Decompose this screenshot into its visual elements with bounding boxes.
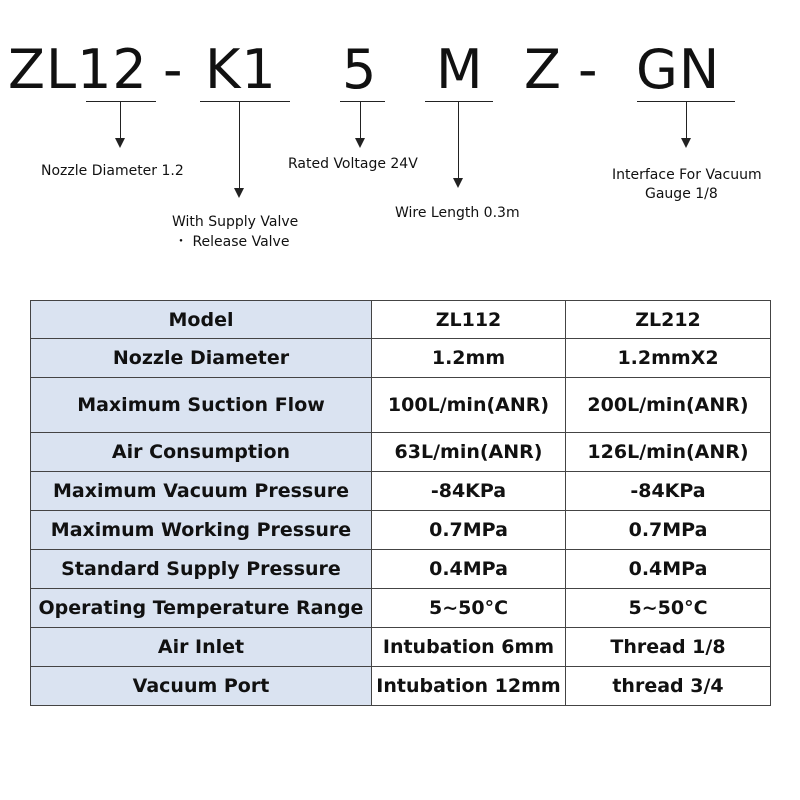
- row-label: Standard Supply Pressure: [31, 550, 372, 589]
- arrow-wire-line: [458, 102, 459, 180]
- cell-zl212: 0.4MPa: [566, 550, 771, 589]
- label-gauge-1: Interface For Vacuum: [612, 167, 762, 183]
- underline-nozzle: [86, 101, 156, 102]
- row-label: Vacuum Port: [31, 667, 372, 706]
- arrow-valve-line: [239, 102, 240, 190]
- code-z: Z: [524, 38, 562, 101]
- row-label: Air Inlet: [31, 628, 372, 667]
- cell-zl112: 5~50°C: [372, 589, 566, 628]
- arrow-valve-head: [234, 188, 244, 198]
- code-dash-2: -: [578, 38, 599, 101]
- header-model: Model: [31, 301, 372, 339]
- cell-zl212: Thread 1/8: [566, 628, 771, 667]
- cell-zl212: 200L/min(ANR): [566, 378, 771, 433]
- code-series: ZL12: [8, 38, 148, 101]
- cell-zl112: Intubation 12mm: [372, 667, 566, 706]
- arrow-voltage-head: [355, 138, 365, 148]
- cell-zl212: 5~50°C: [566, 589, 771, 628]
- cell-zl112: 63L/min(ANR): [372, 433, 566, 472]
- label-valve-1: With Supply Valve: [172, 214, 299, 230]
- cell-zl112: -84KPa: [372, 472, 566, 511]
- code-wire: M: [436, 38, 484, 101]
- underline-wire: [425, 101, 493, 102]
- table-row: [31, 550, 771, 589]
- table-row: [31, 628, 771, 667]
- table-header-row: [31, 301, 771, 339]
- underline-valve: [200, 101, 290, 102]
- cell-zl212: 126L/min(ANR): [566, 433, 771, 472]
- spec-table: [30, 300, 771, 706]
- cell-zl112: 100L/min(ANR): [372, 378, 566, 433]
- table-row: [31, 433, 771, 472]
- cell-zl112: 0.4MPa: [372, 550, 566, 589]
- arrow-nozzle-line: [120, 102, 121, 140]
- code-voltage: 5: [342, 38, 378, 101]
- table-row: [31, 339, 771, 378]
- cell-zl212: -84KPa: [566, 472, 771, 511]
- row-label: Maximum Suction Flow: [31, 378, 372, 433]
- label-voltage: Rated Voltage 24V: [288, 156, 418, 172]
- code-dash-1: -: [163, 38, 184, 101]
- row-label: Nozzle Diameter: [31, 339, 372, 378]
- label-wire: Wire Length 0.3m: [395, 205, 520, 221]
- cell-zl212: 0.7MPa: [566, 511, 771, 550]
- code-valve: K1: [205, 38, 277, 101]
- table-row: [31, 378, 771, 433]
- row-label: Maximum Working Pressure: [31, 511, 372, 550]
- code-gauge: GN: [636, 38, 721, 101]
- label-nozzle: Nozzle Diameter 1.2: [41, 163, 184, 179]
- row-label: Maximum Vacuum Pressure: [31, 472, 372, 511]
- header-zl112: ZL112: [372, 301, 566, 339]
- table-row: [31, 589, 771, 628]
- table-row: [31, 472, 771, 511]
- arrow-nozzle-head: [115, 138, 125, 148]
- row-label: Air Consumption: [31, 433, 372, 472]
- underline-voltage: [340, 101, 385, 102]
- row-label: Operating Temperature Range: [31, 589, 372, 628]
- table-row: [31, 511, 771, 550]
- table-row: [31, 667, 771, 706]
- arrow-gauge-head: [681, 138, 691, 148]
- cell-zl112: 0.7MPa: [372, 511, 566, 550]
- cell-zl112: 1.2mm: [372, 339, 566, 378]
- header-zl212: ZL212: [566, 301, 771, 339]
- cell-zl112: Intubation 6mm: [372, 628, 566, 667]
- label-gauge-2: Gauge 1/8: [645, 186, 718, 202]
- arrow-voltage-line: [360, 102, 361, 140]
- label-valve-2: ・ Release Valve: [174, 234, 290, 250]
- cell-zl212: 1.2mmX2: [566, 339, 771, 378]
- arrow-gauge-line: [686, 102, 687, 140]
- arrow-wire-head: [453, 178, 463, 188]
- cell-zl212: thread 3/4: [566, 667, 771, 706]
